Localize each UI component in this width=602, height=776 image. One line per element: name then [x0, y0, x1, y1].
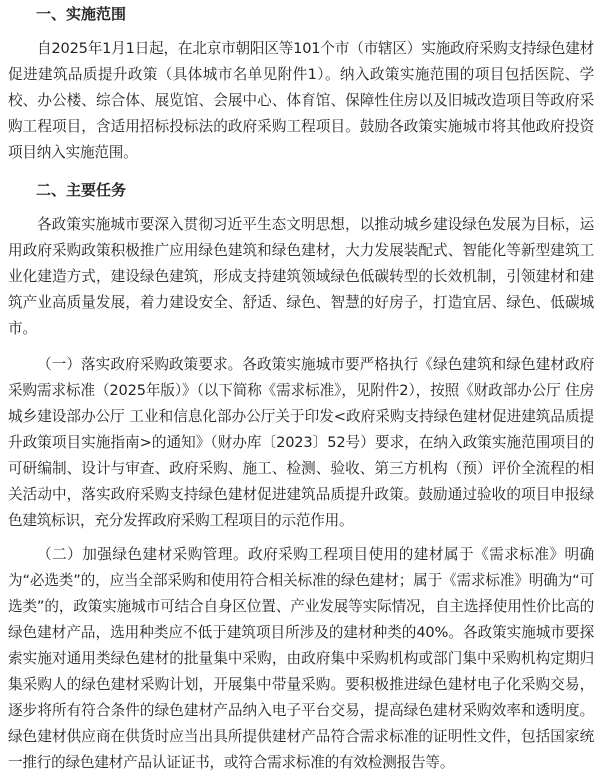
paragraph-task-2: （二）加强绿色建材采购管理。政府采购工程项目使用的建材属于《需求标准》明确为“必选类”的，应当全部采购和使用符合相关标准的绿色建材；属于《需求标准》明确为“可选类”的，政策实施城市可结合自身区位置、产业发展等实际情况，自主选择使用性价比高的绿色建材产品，选用种类应不低于建筑项目所涉及的建材种类的40%。各政策实施城市要探索实施对通用类绿色建材的批量集中采购，由政府集中采购机构或部门集中采购机构定期归集采购人的绿色建材采购计划，开展集中带量采购。要积极推进绿色建材电子化采购交易，逐步将所有符合条件的绿色建材产品纳入电子平台交易，提高绿色建材采购效率和透明度。绿色建材供应商在供货时应当出具所提供建材产品符合需求标准的证明性文件，包括国家统一推行的绿色建材产品认证证书，或符合需求标准的有效检测报告等。: [8, 546, 594, 771]
section-heading-scope: 一、实施范围: [36, 5, 127, 23]
paragraph-scope: 自2025年1月1日起，在北京市朝阳区等101个市（市辖区）实施政府采购支持绿色建材促进建筑品质提升政策（具体城市名单见附件1）。纳入政策实施范围的项目包括医院、学校、办公楼、综合体、展览馆、会展中心、体育馆、保障性住房以及旧城改造项目等政府采购工程项目，含适用招标投标法的政府采购工程项目。鼓励各政策实施城市将其他政府投资项目纳入实施范围。: [8, 40, 594, 161]
paragraph-task-1: （一）落实政府采购政策要求。各政策实施城市要严格执行《绿色建筑和绿色建材政府采购需求标准（2025年版）》（以下简称《需求标准》，见附件2），按照《财政部办公厅 住房城乡建设部办公厅 工业和信息化部办公厅关于印发<政府采购支持绿色建材促进建筑品质提升政策项目实施指南>的通知》（财办库〔2023〕52号）要求，在纳入政策实施范围项目的可研编制、设计与审查、政府采购、施工、检测、验收、第三方机构（预）评价全流程的相关活动中，落实政府采购支持绿色建材促进建筑品质提升政策。鼓励通过验收的项目申报绿色建筑标识，充分发挥政府采购工程项目的示范作用。: [8, 356, 594, 529]
document-body: [8, 0, 594, 776]
paragraph-main-tasks-intro: 各政策实施城市要深入贯彻习近平生态文明思想，以推动城乡建设绿色发展为目标，运用政府采购政策积极推广应用绿色建筑和绿色建材，大力发展装配式、智能化等新型建筑工业化建造方式，建设绿色建筑，形成支持建筑领域绿色低碳转型的长效机制，引领建材和建筑产业高质量发展，着力建设安全、舒适、绿色、智慧的好房子，打造宜居、绿色、低碳城市。: [8, 216, 594, 337]
section-heading-main-tasks: 二、主要任务: [36, 181, 127, 199]
